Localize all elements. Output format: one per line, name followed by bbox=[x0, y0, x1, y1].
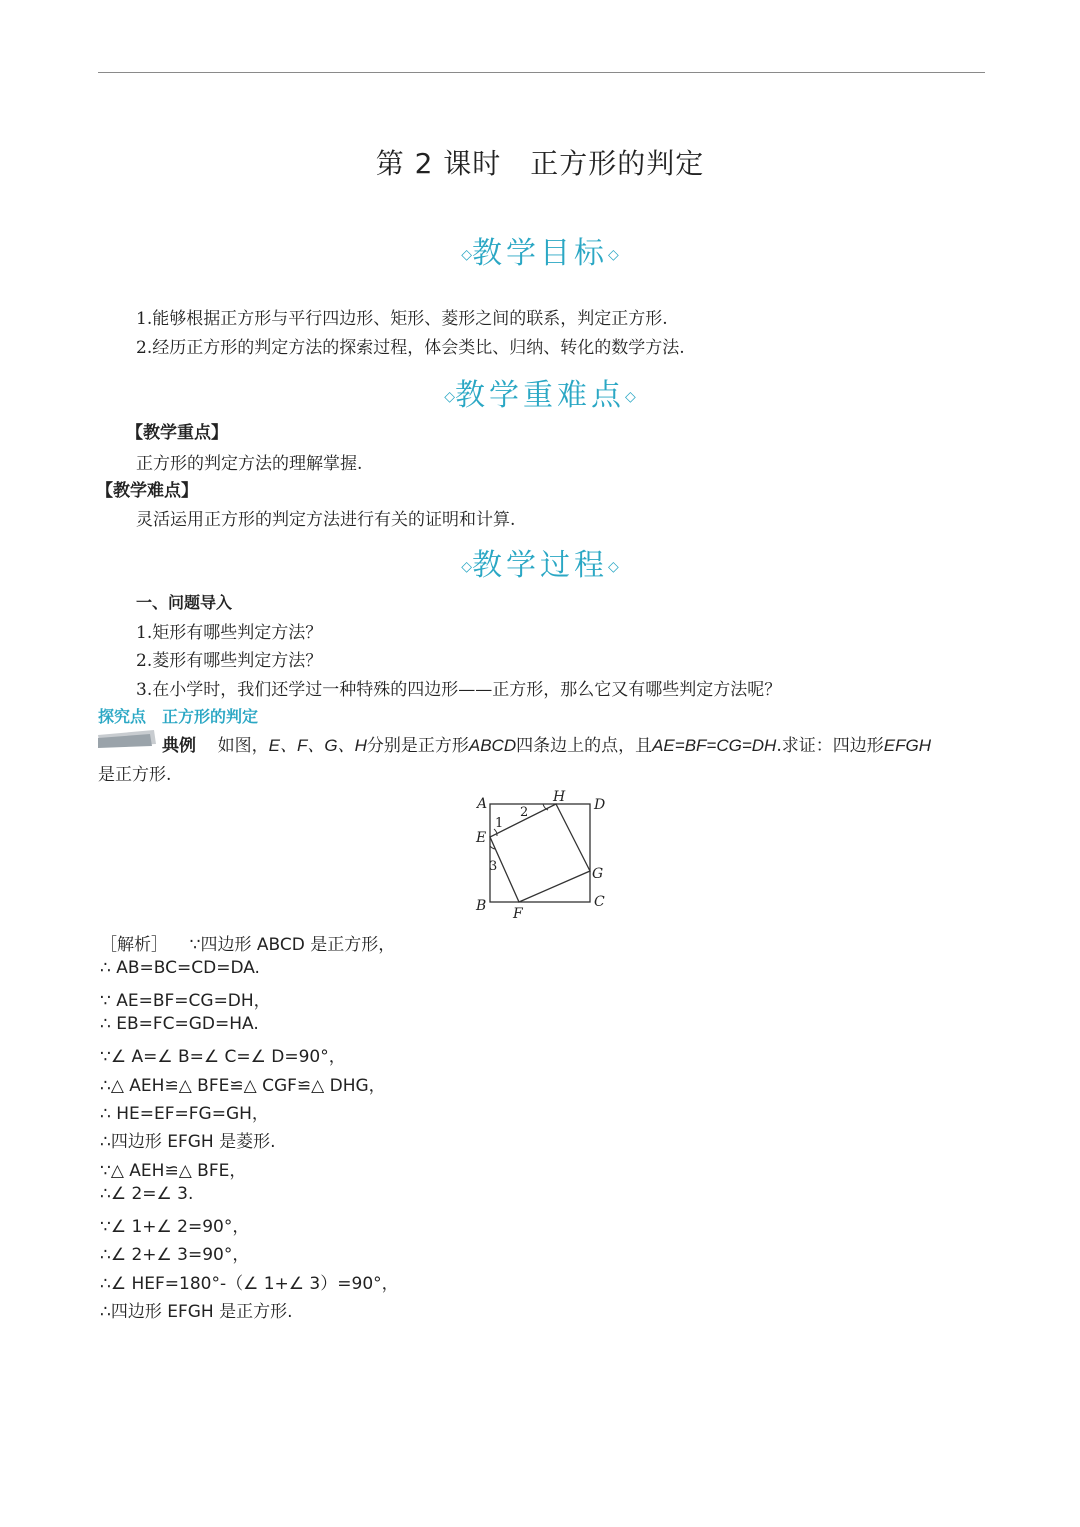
label-d: D bbox=[594, 797, 606, 813]
solution-line: ∴四边形 EFGH 是菱形. bbox=[100, 1132, 276, 1152]
solution-line: ∴ AB=BC=CD=DA. bbox=[100, 958, 260, 978]
label-h: H bbox=[553, 790, 566, 805]
example-points: E、F、G、H bbox=[268, 736, 367, 755]
label-f: F bbox=[513, 906, 523, 920]
explore-label: 探究点 正方形的判定 bbox=[98, 707, 259, 726]
square-efgh bbox=[490, 804, 590, 902]
page-title: 第 2 课时 正方形的判定 bbox=[375, 147, 705, 180]
example-text: 分别是正方形 bbox=[366, 736, 469, 756]
top-rule bbox=[98, 72, 985, 73]
solution-line: ∵∠ A=∠ B=∠ C=∠ D=90°， bbox=[100, 1047, 346, 1067]
example-line-1 bbox=[162, 731, 931, 756]
label-a: A bbox=[477, 796, 488, 812]
question-1: 1.矩形有哪些判定方法？ bbox=[136, 623, 323, 643]
solution-line: ∴∠ 2=∠ 3. bbox=[100, 1184, 194, 1204]
solution-line: ∵ AE=BF=CG=DH， bbox=[100, 991, 271, 1011]
diamond-icon: ◇ bbox=[608, 247, 619, 263]
solution-line: ∴ HE=EF=FG=GH， bbox=[100, 1104, 269, 1124]
example-text: 四条边上的点，且 bbox=[516, 736, 653, 756]
solution-line: ∴△ AEH≌△ BFE≌△ CGF≌△ DHG， bbox=[100, 1076, 386, 1096]
diamond-icon: ◇ bbox=[461, 247, 472, 263]
example-text: .求证：四边形 bbox=[776, 736, 884, 756]
label-b: B bbox=[476, 898, 487, 914]
label-e: E bbox=[476, 830, 487, 846]
label-angle-3: 3 bbox=[489, 859, 498, 874]
focus-label: 【教学重点】 bbox=[126, 423, 228, 443]
section-heading-process bbox=[0, 540, 1080, 584]
label-c: C bbox=[594, 894, 605, 910]
solution-line: ∴ EB=FC=GD=HA. bbox=[100, 1014, 259, 1034]
process-heading: 教学过程 bbox=[472, 548, 608, 583]
example-square: ABCD bbox=[468, 736, 517, 755]
goals-heading: 教学目标 bbox=[472, 236, 608, 271]
square-abcd bbox=[490, 804, 590, 902]
diamond-icon: ◇ bbox=[608, 559, 619, 575]
solution-line: ∵△ AEH≌△ BFE， bbox=[100, 1161, 247, 1181]
example-text: 如图， bbox=[217, 736, 269, 756]
diamond-icon: ◇ bbox=[625, 389, 636, 405]
solution-conclusion: ∴四边形 EFGH 是正方形. bbox=[100, 1302, 293, 1322]
label-angle-1: 1 bbox=[495, 816, 504, 831]
key-heading: 教学重难点 bbox=[455, 378, 625, 413]
question-2: 2.菱形有哪些判定方法？ bbox=[136, 651, 323, 671]
example-quad: EFGH bbox=[883, 736, 931, 755]
difficulty-label: 【教学难点】 bbox=[96, 481, 198, 501]
example-tab-icon bbox=[98, 730, 158, 748]
example-label: 典例 bbox=[162, 736, 196, 756]
focus-text: 正方形的判定方法的理解掌握. bbox=[136, 454, 363, 474]
example-line-2: 是正方形. bbox=[98, 765, 172, 785]
square-figure bbox=[470, 790, 615, 920]
solution-line: ∵四边形 ABCD 是正方形， bbox=[189, 935, 396, 955]
solution-first-line bbox=[100, 930, 395, 955]
solution-line: ∵∠ 1+∠ 2=90°， bbox=[100, 1217, 250, 1237]
example-condition: AE=BF=CG=DH bbox=[652, 736, 777, 755]
goal-1: 1.能够根据正方形与平行四边形、矩形、菱形之间的联系，判定正方形. bbox=[136, 309, 668, 329]
solution-line: ∴∠ HEF=180°-（∠ 1+∠ 3）=90°， bbox=[100, 1274, 399, 1294]
goal-2: 2.经历正方形的判定方法的探索过程，体会类比、归纳、转化的数学方法. bbox=[136, 338, 685, 358]
solution-label: ［解析］ bbox=[100, 935, 168, 955]
section-heading-key bbox=[0, 370, 1080, 414]
diamond-icon: ◇ bbox=[444, 389, 455, 405]
label-angle-2: 2 bbox=[520, 805, 529, 820]
diamond-icon: ◇ bbox=[461, 559, 472, 575]
section-heading-goals bbox=[0, 228, 1080, 272]
label-g: G bbox=[592, 866, 604, 882]
difficulty-text: 灵活运用正方形的判定方法进行有关的证明和计算. bbox=[136, 510, 516, 530]
solution-line: ∴∠ 2+∠ 3=90°， bbox=[100, 1245, 250, 1265]
part1-heading: 一、问题导入 bbox=[136, 593, 233, 612]
question-3: 3.在小学时，我们还学过一种特殊的四边形——正方形，那么它又有哪些判定方法呢？ bbox=[136, 680, 782, 700]
